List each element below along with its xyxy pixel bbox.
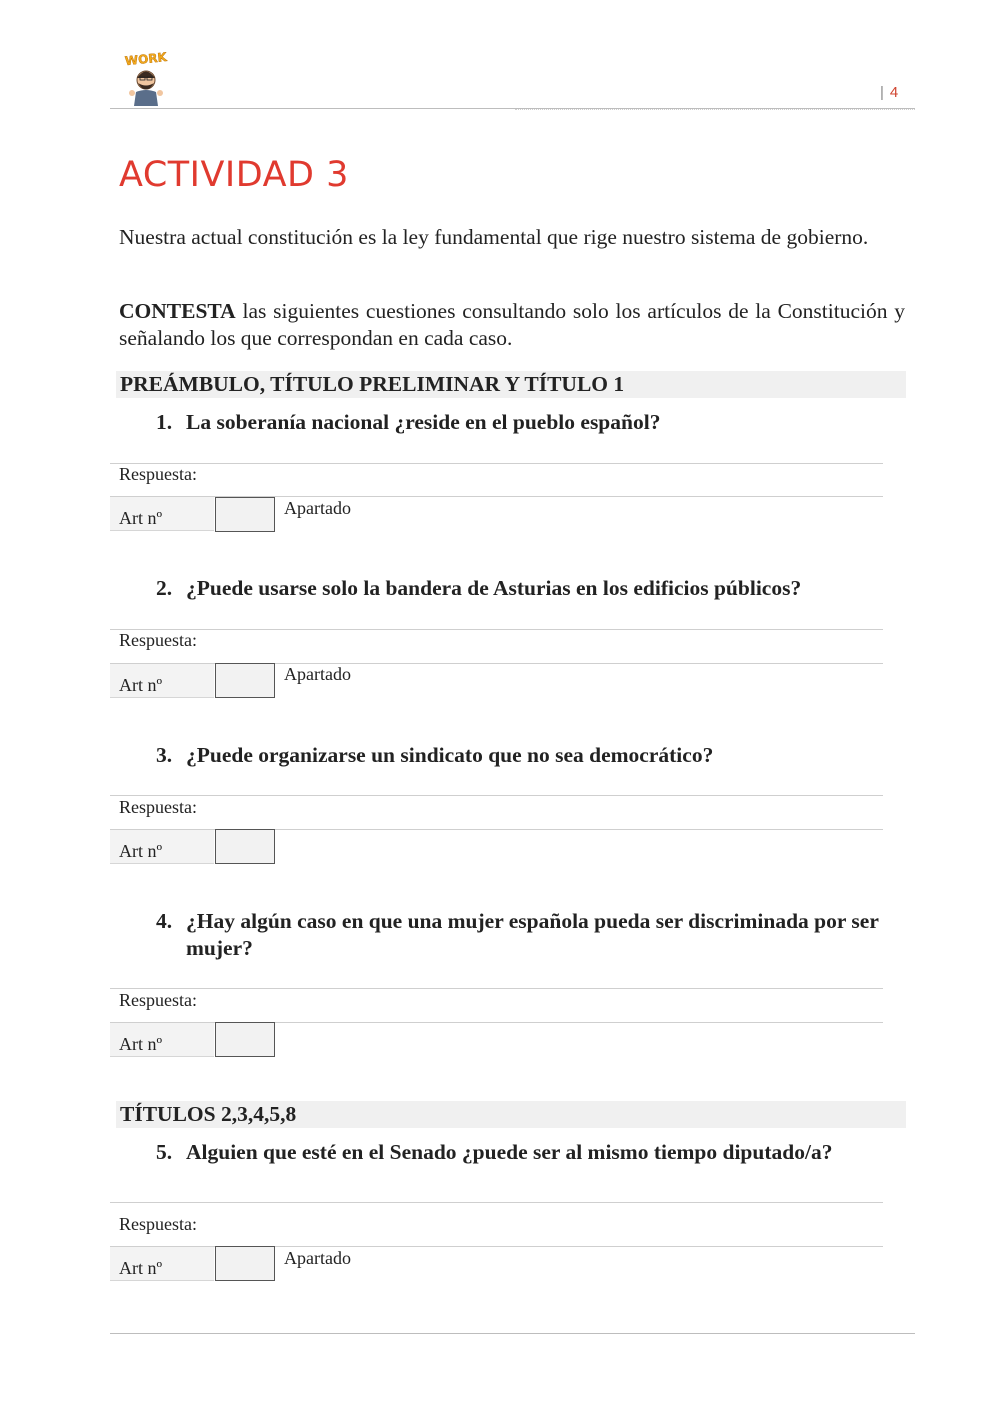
instruction-rest: las siguientes cuestiones consultando solo los artículos de la Constitución y señalando los que correspondan en cada caso. bbox=[119, 299, 905, 350]
question-text: Alguien que esté en el Senado ¿puede ser al mismo tiempo diputado/a? bbox=[186, 1140, 833, 1164]
answer-top-line bbox=[110, 463, 883, 464]
question-number: 2. bbox=[156, 576, 173, 600]
svg-text:WORK: WORK bbox=[124, 50, 168, 69]
answer-label: Respuesta: bbox=[119, 464, 197, 484]
question-1 bbox=[156, 409, 896, 436]
answer-top-line bbox=[110, 988, 883, 989]
question-text: ¿Puede usarse solo la bandera de Asturias en los edificios públicos? bbox=[186, 576, 802, 600]
answer-label: Respuesta: bbox=[119, 990, 197, 1010]
article-number-input[interactable] bbox=[215, 497, 275, 532]
header-dotted-divider bbox=[515, 109, 915, 110]
article-number-input[interactable] bbox=[215, 1022, 275, 1057]
question-3 bbox=[156, 742, 896, 769]
page-number-value: 4 bbox=[889, 84, 899, 101]
answer-label: Respuesta: bbox=[119, 797, 197, 817]
section-heading-2: TÍTULOS 2,3,4,5,8 bbox=[116, 1101, 906, 1128]
answer-top-line bbox=[110, 629, 883, 630]
answer-label: Respuesta: bbox=[119, 1214, 197, 1234]
section-heading-1: PREÁMBULO, TÍTULO PRELIMINAR Y TÍTULO 1 bbox=[116, 371, 906, 398]
article-number-input[interactable] bbox=[215, 829, 275, 864]
article-label: Art nº bbox=[119, 841, 163, 861]
question-4 bbox=[156, 908, 896, 962]
answer-top-line bbox=[110, 795, 883, 796]
question-number: 1. bbox=[156, 410, 173, 434]
page-number bbox=[880, 84, 898, 101]
question-number: 5. bbox=[156, 1140, 173, 1164]
article-number-input[interactable] bbox=[215, 663, 275, 698]
question-number: 4. bbox=[156, 909, 173, 933]
page-title: ACTIVIDAD 3 bbox=[119, 155, 349, 195]
answer-top-line bbox=[110, 1202, 883, 1203]
article-label: Art nº bbox=[119, 675, 163, 695]
intro-paragraph: Nuestra actual constitución es la ley fundamental que rige nuestro sistema de gobierno. bbox=[119, 225, 869, 249]
instruction-bold: CONTESTA bbox=[119, 299, 236, 323]
section-part-label: Apartado bbox=[284, 1248, 351, 1268]
work-logo-icon bbox=[122, 50, 172, 106]
section-part-label: Apartado bbox=[284, 664, 351, 684]
question-text: ¿Hay algún caso en que una mujer española pueda ser discriminada por ser mujer? bbox=[186, 909, 879, 960]
article-label: Art nº bbox=[119, 1258, 163, 1278]
question-text: ¿Puede organizarse un sindicato que no sea democrático? bbox=[186, 743, 714, 767]
question-text: La soberanía nacional ¿reside en el pueblo español? bbox=[186, 410, 661, 434]
question-number: 3. bbox=[156, 743, 173, 767]
page-separator: | bbox=[880, 84, 884, 101]
answer-label: Respuesta: bbox=[119, 630, 197, 650]
question-5 bbox=[156, 1139, 896, 1166]
instruction-paragraph bbox=[119, 298, 905, 352]
footer-divider bbox=[110, 1333, 915, 1334]
article-label: Art nº bbox=[119, 1034, 163, 1054]
article-number-input[interactable] bbox=[215, 1246, 275, 1281]
section-part-label: Apartado bbox=[284, 498, 351, 518]
question-2 bbox=[156, 575, 896, 602]
article-label: Art nº bbox=[119, 508, 163, 528]
